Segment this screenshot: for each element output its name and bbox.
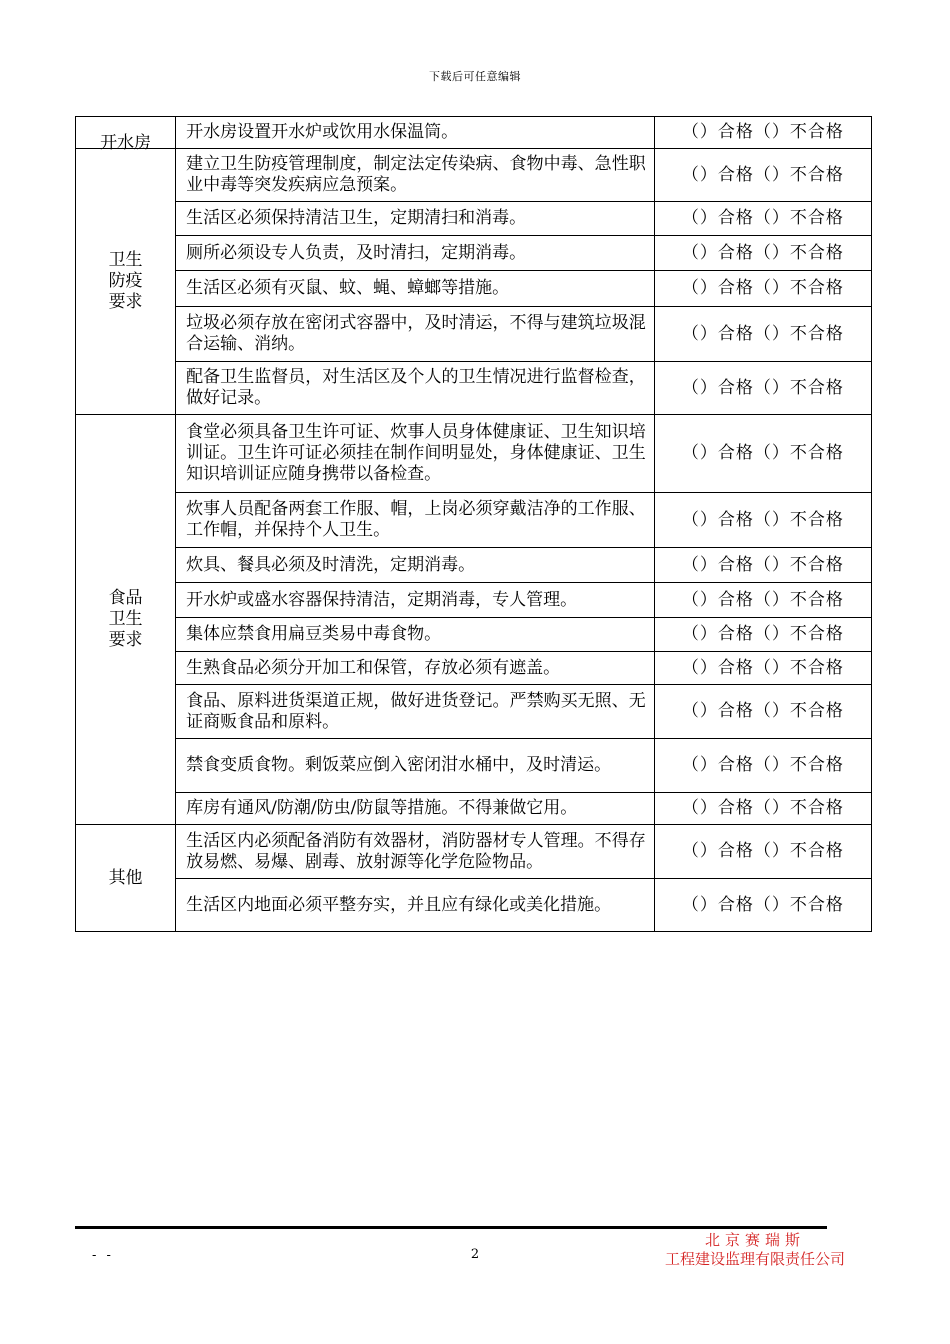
table-row [76, 271, 872, 307]
requirement-cell: 生活区内地面必须平整夯实，并且应有绿化或美化措施。 [176, 879, 655, 932]
table-row [76, 307, 872, 362]
result-cell: （）合格（）不合格 [654, 825, 871, 879]
requirement-cell: 食品、原料进货渠道正规，做好进货登记。严禁购买无照、无证商贩食品和原料。 [176, 685, 655, 739]
table-row [76, 793, 872, 825]
result-cell: （）合格（）不合格 [654, 149, 871, 202]
result-cell: （）合格（）不合格 [654, 685, 871, 739]
footer-divider [75, 1226, 827, 1229]
requirement-cell: 生活区内必须配备消防有效器材，消防器材专人管理。不得存放易燃、易爆、剧毒、放射源等化学危险物品。 [176, 825, 655, 879]
table-row [76, 652, 872, 685]
requirement-cell: 炊事人员配备两套工作服、帽，上岗必须穿戴洁净的工作服、工作帽，并保持个人卫生。 [176, 493, 655, 548]
table-row [76, 685, 872, 739]
result-cell: （）合格（）不合格 [654, 307, 871, 362]
table-row [76, 236, 872, 271]
result-cell: （）合格（）不合格 [654, 117, 871, 149]
requirement-cell: 库房有通风/防潮/防虫/防鼠等措施。不得兼做它用。 [176, 793, 655, 825]
requirement-cell: 开水炉或盛水容器保持清洁，定期消毒，专人管理。 [176, 583, 655, 618]
result-cell: （）合格（）不合格 [654, 236, 871, 271]
category-label: 食品卫生要求 [108, 588, 143, 650]
inspection-checklist-table [75, 116, 872, 932]
result-cell: （）合格（）不合格 [654, 271, 871, 307]
result-cell: （）合格（）不合格 [654, 739, 871, 793]
requirement-cell: 生熟食品必须分开加工和保管，存放必须有遮盖。 [176, 652, 655, 685]
page-number: 2 [470, 1247, 480, 1262]
requirement-cell: 集体应禁食用扁豆类易中毒食物。 [176, 618, 655, 652]
category-cell-other [76, 825, 176, 932]
category-cell-food-hygiene [76, 415, 176, 825]
company-name-line2: 工程建设监理有限责任公司 [664, 1250, 845, 1268]
requirement-cell: 炊具、餐具必须及时清洗，定期消毒。 [176, 548, 655, 583]
table-row [76, 825, 872, 879]
result-cell: （）合格（）不合格 [654, 879, 871, 932]
category-label: 其他 [108, 867, 143, 888]
header-note: 下载后可任意编辑 [429, 70, 521, 83]
requirement-cell: 厕所必须设专人负责，及时清扫，定期消毒。 [176, 236, 655, 271]
requirement-cell: 建立卫生防疫管理制度，制定法定传染病、食物中毒、急性职业中毒等突发疾病应急预案。 [176, 149, 655, 202]
requirement-cell: 垃圾必须存放在密闭式容器中，及时清运，不得与建筑垃圾混合运输、消纳。 [176, 307, 655, 362]
category-cell-hygiene-epidemic [76, 149, 176, 415]
table-row [76, 618, 872, 652]
result-cell: （）合格（）不合格 [654, 548, 871, 583]
table-row [76, 583, 872, 618]
table-row [76, 362, 872, 415]
table-row [76, 415, 872, 493]
requirement-cell: 食堂必须具备卫生许可证、炊事人员身体健康证、卫生知识培训证。卫生许可证必须挂在制作间明显处，身体健康证、卫生知识培训证应随身携带以备检查。 [176, 415, 655, 493]
result-cell: （）合格（）不合格 [654, 415, 871, 493]
table-row [76, 739, 872, 793]
requirement-cell: 生活区必须保持清洁卫生，定期清扫和消毒。 [176, 202, 655, 236]
requirement-cell: 生活区必须有灭鼠、蚊、蝇、蟑螂等措施。 [176, 271, 655, 307]
result-cell: （）合格（）不合格 [654, 202, 871, 236]
result-cell: （）合格（）不合格 [654, 362, 871, 415]
requirement-cell: 配备卫生监督员，对生活区及个人的卫生情况进行监督检查，做好记录。 [176, 362, 655, 415]
table-row [76, 493, 872, 548]
requirement-cell: 开水房设置开水炉或饮用水保温筒。 [176, 117, 655, 149]
requirement-cell: 禁食变质食物。剩饭菜应倒入密闭泔水桶中，及时清运。 [176, 739, 655, 793]
category-label: 开水房 [100, 133, 152, 153]
table-row [76, 117, 872, 149]
company-name [640, 1231, 870, 1269]
table-row [76, 879, 872, 932]
result-cell: （）合格（）不合格 [654, 493, 871, 548]
table-row [76, 548, 872, 583]
company-name-line1: 北京赛瑞斯 [704, 1231, 805, 1249]
result-cell: （）合格（）不合格 [654, 583, 871, 618]
category-cell-boiling-room [76, 117, 176, 153]
footer-left-mark: - - [92, 1248, 114, 1263]
result-cell: （）合格（）不合格 [654, 618, 871, 652]
table-row [76, 202, 872, 236]
result-cell: （）合格（）不合格 [654, 652, 871, 685]
result-cell: （）合格（）不合格 [654, 793, 871, 825]
category-label: 卫生防疫要求 [108, 250, 143, 312]
table-row [76, 149, 872, 202]
